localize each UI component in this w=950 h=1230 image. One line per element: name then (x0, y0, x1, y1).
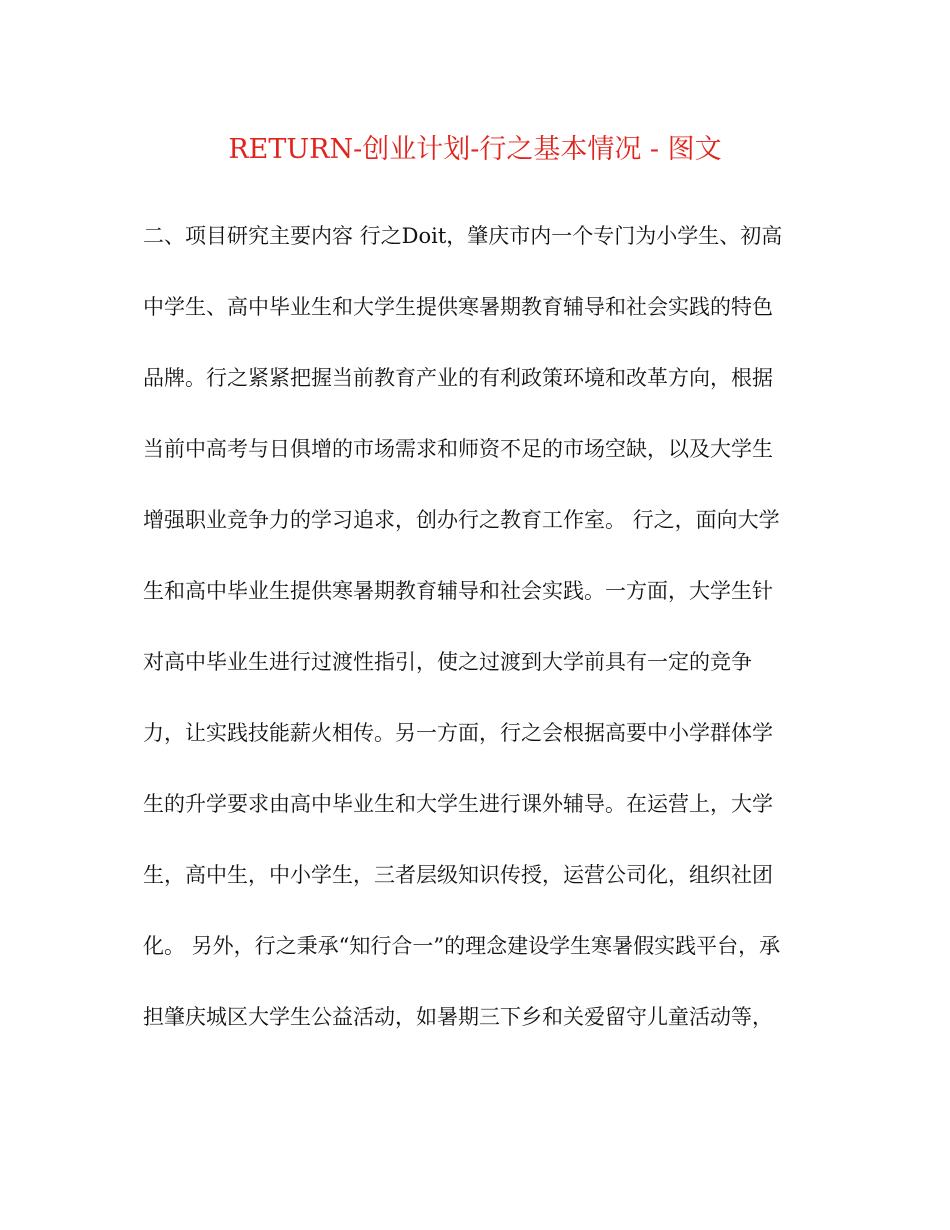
body-line: 生，高中生，中小学生，三者层级知识传授，运营公司化，组织社团 (143, 863, 773, 887)
body-line: 化。 另外，行之秉承“知行合一”的理念建设学生寒暑假实践平台，承 (143, 934, 781, 958)
body-line: 品牌。行之紧紧把握当前教育产业的有利政策环境和改革方向，根据 (143, 366, 773, 390)
body-line: 力，让实践技能薪火相传。另一方面，行之会根据高要中小学群体学 (143, 721, 773, 745)
body-line: 当前中高考与日俱增的市场需求和师资不足的市场空缺，以及大学生 (143, 437, 773, 461)
body-line: 增强职业竞争力的学习追求，创办行之教育工作室。 行之，面向大学 (143, 508, 780, 532)
document-title: RETURN-创业计划-行之基本情况 - 图文 (228, 134, 722, 165)
body-line: 二、项目研究主要内容 行之Doit，肇庆市内一个专门为小学生、初高 (143, 224, 783, 248)
body-line: 中学生、高中毕业生和大学生提供寒暑期教育辅导和社会实践的特色 (143, 295, 773, 319)
body-line: 生和高中毕业生提供寒暑期教育辅导和社会实践。一方面，大学生针 (143, 579, 773, 603)
body-line: 对高中毕业生进行过渡性指引，使之过渡到大学前具有一定的竞争 (143, 650, 752, 674)
body-line: 担肇庆城区大学生公益活动，如暑期三下乡和关爱留守儿童活动等， (143, 1005, 773, 1029)
body-line: 生的升学要求由高中毕业生和大学生进行课外辅导。在运营上，大学 (143, 792, 773, 816)
